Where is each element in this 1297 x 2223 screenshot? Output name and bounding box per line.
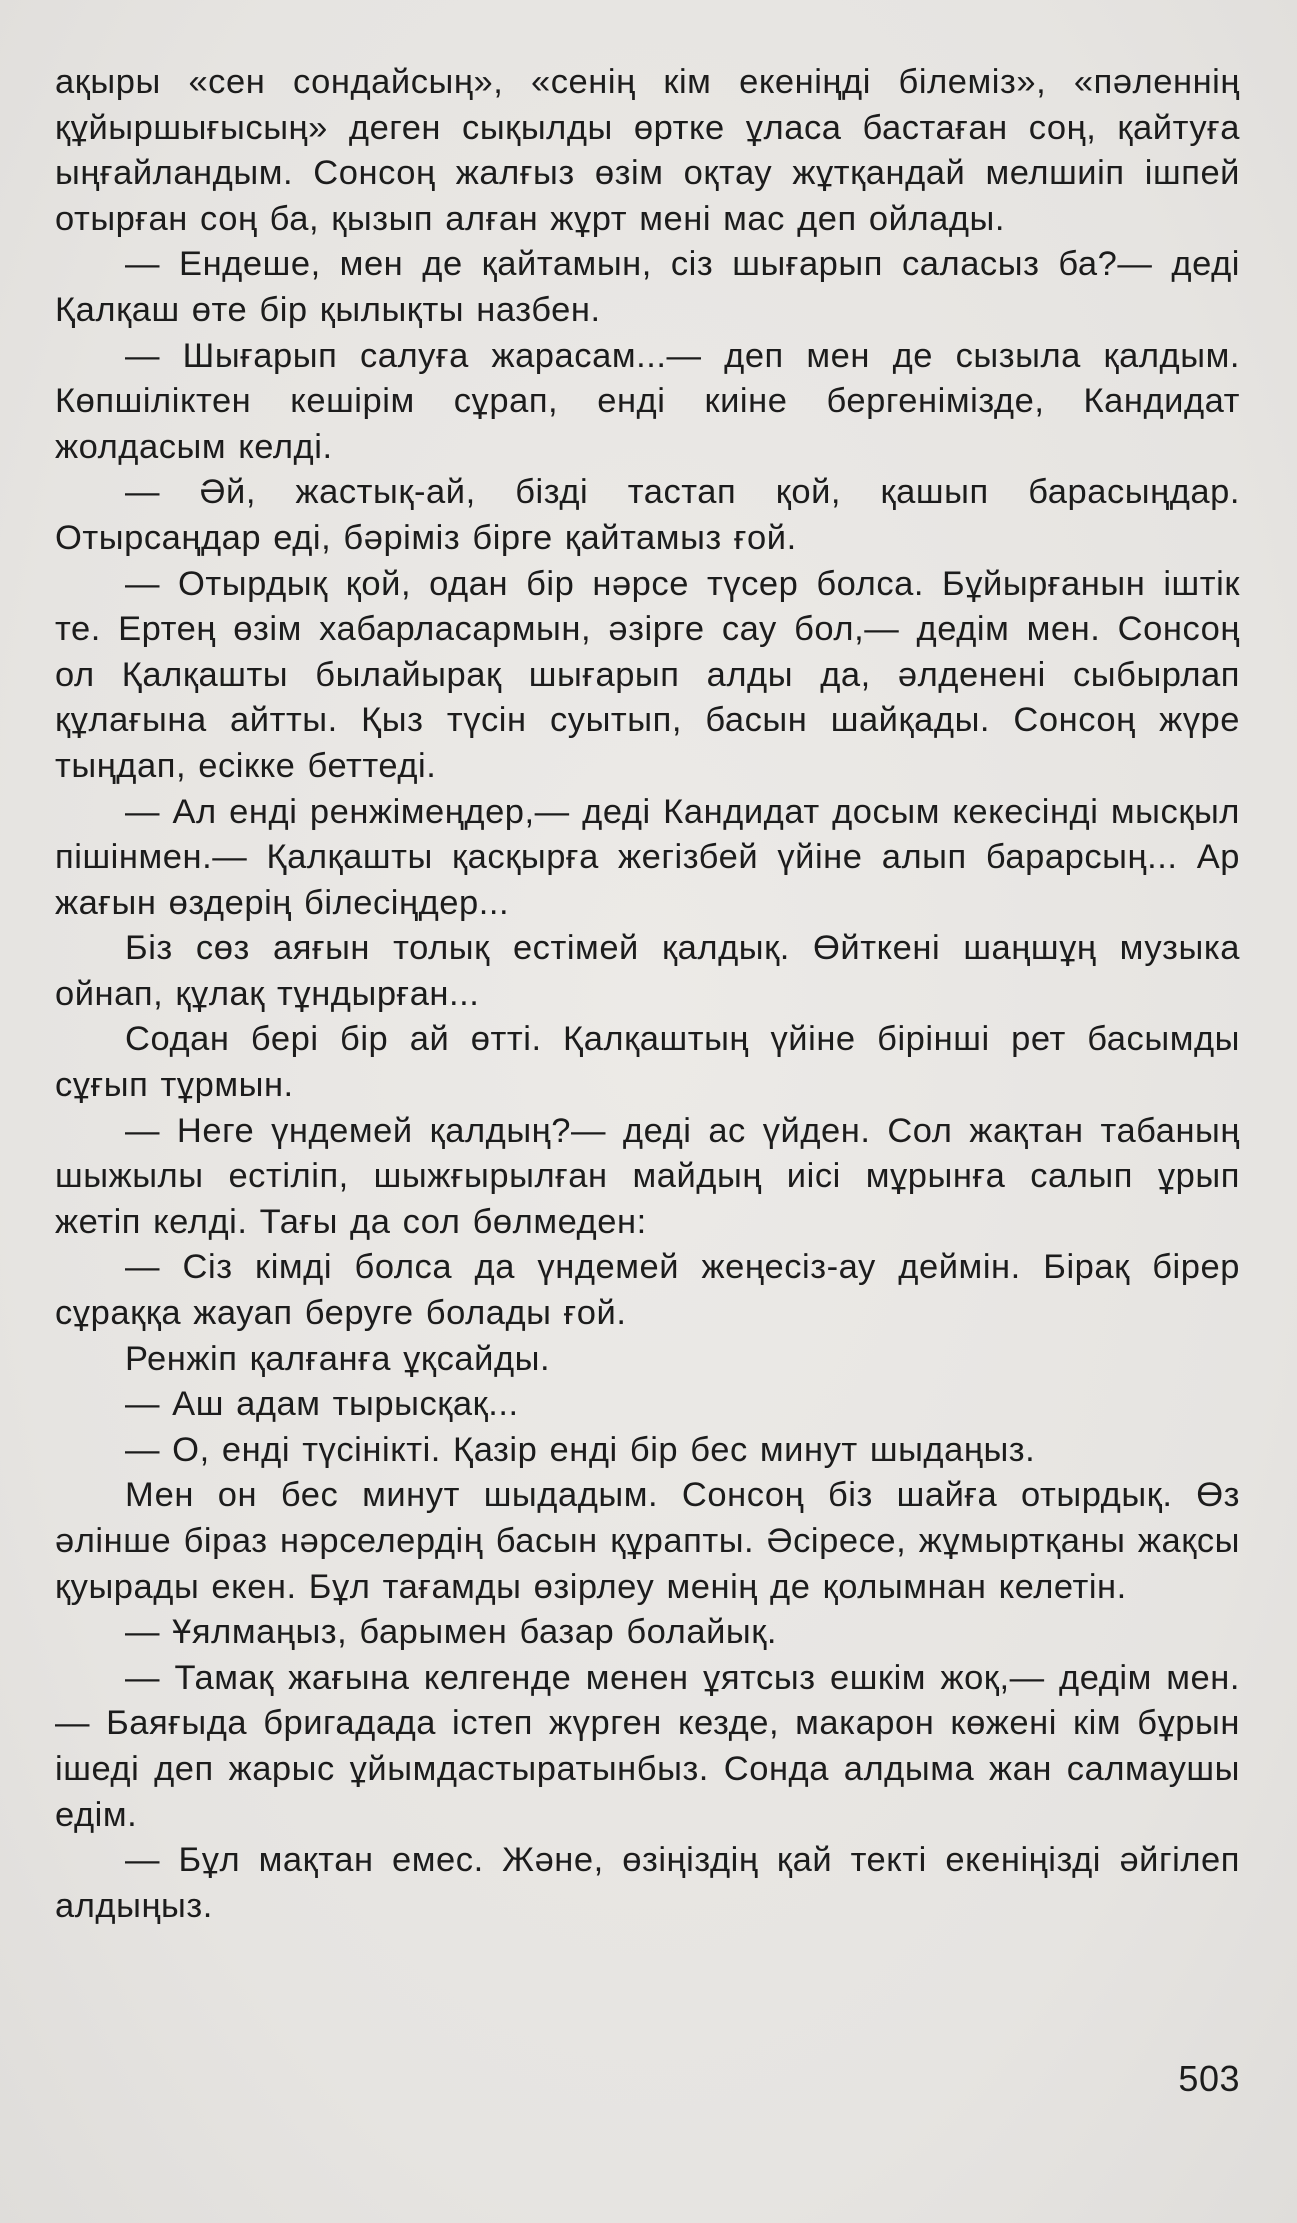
page-number: 503	[1178, 2058, 1240, 2099]
paragraph-15: — Ұялмаңыз, барымен базар болайық.	[125, 1613, 778, 1652]
paragraph-4: — Әй, жастық-ай, бізді тастап қой, қашып барасыңдар. Отырсаңдар еді, бәріміз бірге қайтамыз ғой.	[55, 473, 1240, 557]
paragraph-11: Ренжіп қалғанға ұқсайды.	[125, 1339, 551, 1378]
paragraph-3: — Шығарып салуға жарасам...— деп мен де сызыла қалдым. Көпшіліктен кешірім сұрап, енді киіне бергенімізде, Кандидат жолдасым келді.	[55, 336, 1240, 466]
paragraph-16: — Тамақ жағына келгенде менен ұятсыз ешкім жоқ,— дедім мен.— Баяғыда бригадада істеп жүрген кезде, макарон көжені кім бұрын ішеді деп жарыс ұйымдастыратынбыз. Сонда алдыма жан салмаушы едім.	[55, 1658, 1240, 1834]
paragraph-1: ақыры «сен сондайсың», «сенің кім екеніңді білеміз», «пәленнің құйыршығысың» деген сықылды өртке ұласа бастаған соң, қайтуға ыңғайландым. Сонсоң жалғыз өзім оқтау жұтқандай мелшиіп ішпей отырған соң ба, қызып алған жұрт мені мас деп ойлады.	[55, 63, 1240, 238]
paragraph-2: — Ендеше, мен де қайтамын, сіз шығарып саласыз ба?— деді Қалқаш өте бір қылықты назбен.	[55, 245, 1240, 329]
paragraph-10: — Сіз кімді болса да үндемей жеңесіз-ау деймін. Бірақ бірер сұраққа жауап беруге болады ғой.	[55, 1248, 1240, 1333]
paragraph-6: — Ал енді ренжімеңдер,— деді Кандидат досым кекесінді мысқыл пішінмен.— Қалқашты қасқырға жегізбей үйіне алып барарсың... Ар жағын өздерің білесіңдер...	[55, 792, 1240, 922]
paragraph-12: — Аш адам тырысқақ...	[125, 1385, 519, 1424]
paragraph-7: Біз сөз аяғын толық естімей қалдық. Өйткені шаңшұң музыка ойнап, құлақ тұндырған...	[55, 929, 1240, 1013]
paragraph-9: — Неге үндемей қалдың?— деді ас үйден. Сол жақтан табаның шыжылы естіліп, шыжғырылған майдың иісі мұрынға салып ұрып жетіп келді. Тағы да сол бөлмеден:	[55, 1111, 1240, 1241]
page-text	[55, 60, 1240, 1929]
paragraph-13: — О, енді түсінікті. Қазір енді бір бес минут шыдаңыз.	[125, 1430, 1036, 1469]
paragraph-5: — Отырдық қой, одан бір нәрсе түсер болса. Бұйырғанын іштік те. Ертең өзім хабарласармын, әзірге сау бол,— дедім мен. Сонсоң ол Қалқашты былайырақ шығарып алды да, әлдененi сыбырлап құлағына айтты. Қыз түсін суытып, басын шайқады. Сонсоң жүре тыңдап, есікке беттеді.	[55, 564, 1240, 785]
paragraph-14: Мен он бес минут шыдадым. Сонсоң біз шайға отырдық. Өз әлінше біраз нәрселердің басын құрапты. Әсіресе, жұмыртқаны жақсы қуырады екен. Бұл тағамды өзірлеу менің де қолымнан келетін.	[55, 1476, 1240, 1606]
paragraph-8: Содан бері бір ай өтті. Қалқаштың үйіне бірінші рет басымды сұғып тұрмын.	[55, 1020, 1240, 1105]
paragraph-17: — Бұл мақтан емес. Және, өзіңіздің қай текті екеніңізді әйгілеп алдыңыз.	[55, 1841, 1240, 1925]
